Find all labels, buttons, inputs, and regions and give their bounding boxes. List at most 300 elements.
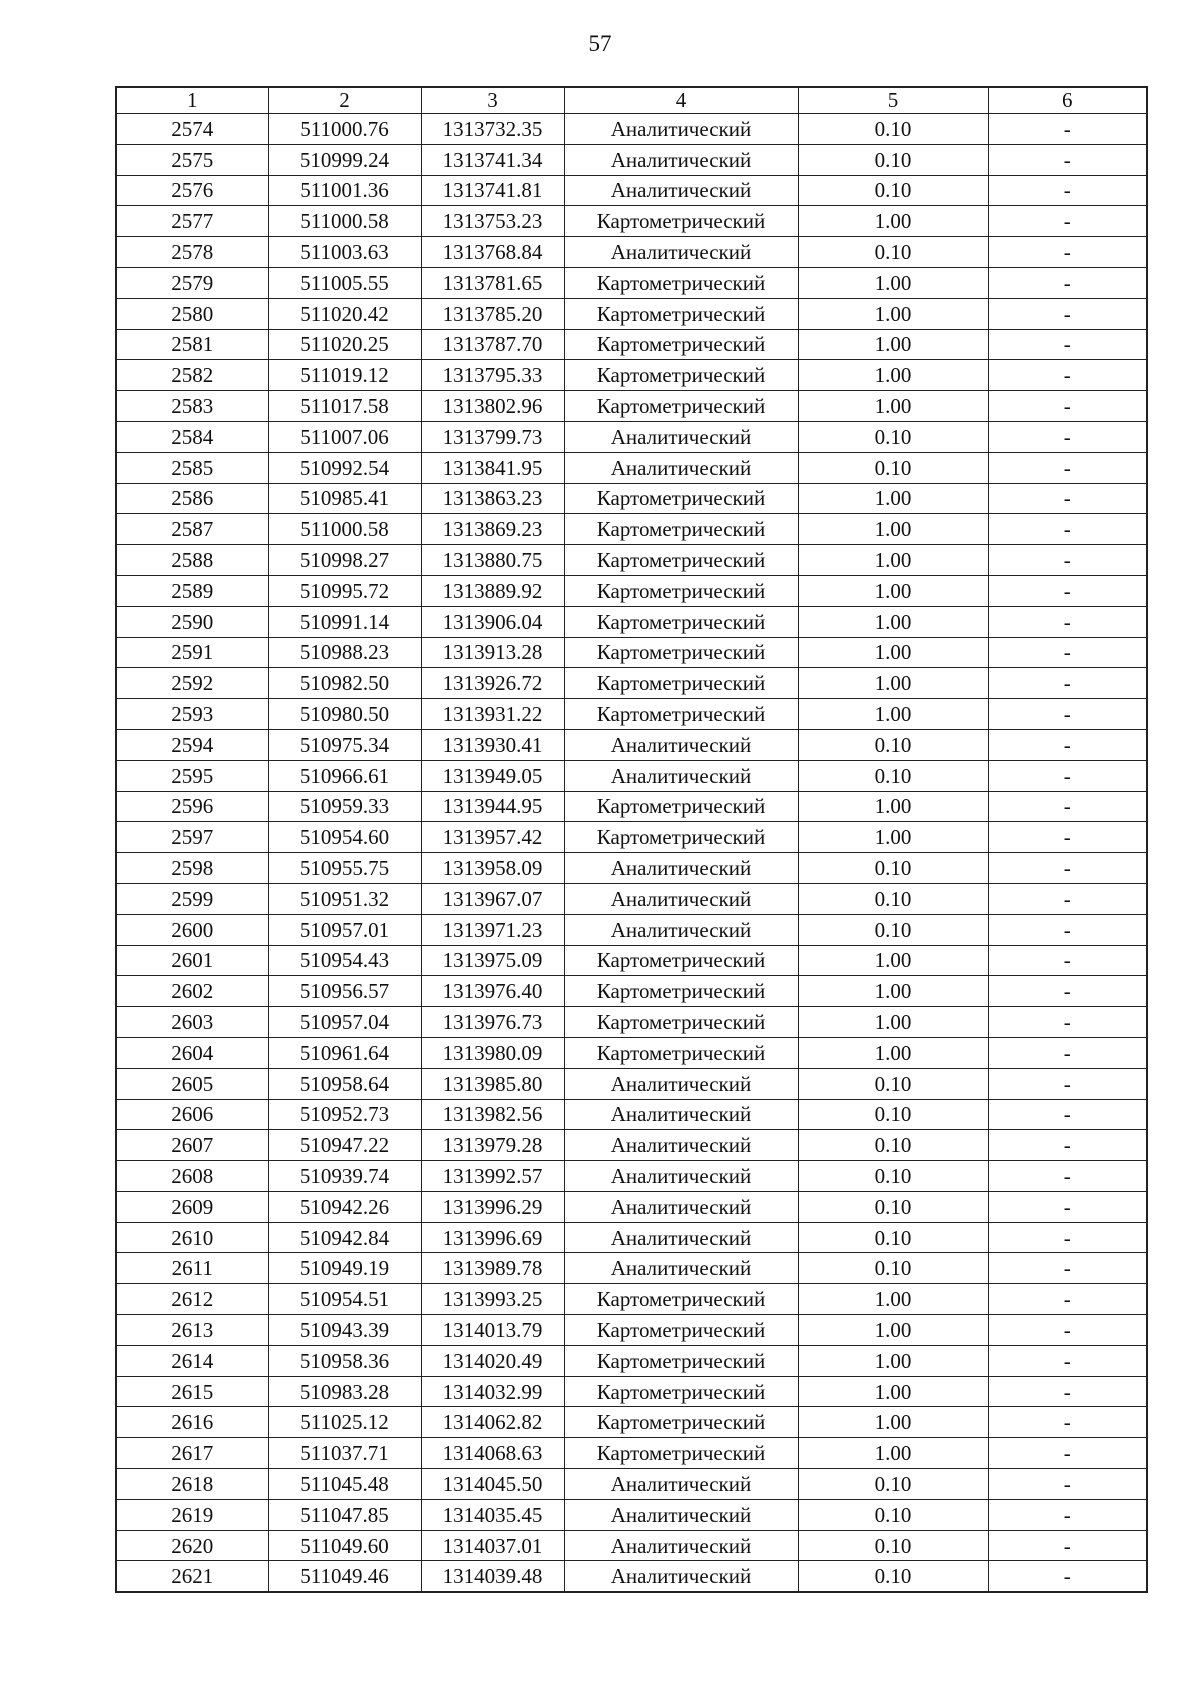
cell-method: Аналитический (564, 144, 798, 175)
cell-coord-y: 1313992.57 (421, 1161, 564, 1192)
table-header (116, 87, 1147, 114)
cell-method: Аналитический (564, 760, 798, 791)
table-row (116, 267, 1147, 298)
cell-accuracy: 0.10 (798, 1191, 988, 1222)
cell-note: - (988, 1530, 1147, 1561)
cell-note: - (988, 1253, 1147, 1284)
cell-note: - (988, 1469, 1147, 1500)
table-row (116, 883, 1147, 914)
cell-method: Картометрический (564, 483, 798, 514)
cell-note: - (988, 483, 1147, 514)
cell-method: Картометрический (564, 1376, 798, 1407)
cell-point-number: 2611 (116, 1253, 268, 1284)
cell-point-number: 2574 (116, 114, 268, 145)
cell-point-number: 2581 (116, 329, 268, 360)
cell-coord-y: 1313880.75 (421, 545, 564, 576)
table-row (116, 1037, 1147, 1068)
header-cell-4: 4 (564, 87, 798, 114)
cell-method: Аналитический (564, 1469, 798, 1500)
cell-coord-y: 1313741.81 (421, 175, 564, 206)
cell-coord-y: 1313957.42 (421, 822, 564, 853)
cell-point-number: 2605 (116, 1068, 268, 1099)
cell-accuracy: 0.10 (798, 1469, 988, 1500)
cell-method: Картометрический (564, 545, 798, 576)
table-row (116, 668, 1147, 699)
table-row (116, 1469, 1147, 1500)
cell-method: Аналитический (564, 1253, 798, 1284)
cell-note: - (988, 637, 1147, 668)
cell-point-number: 2576 (116, 175, 268, 206)
cell-coord-x: 510957.04 (268, 1007, 421, 1038)
cell-note: - (988, 329, 1147, 360)
cell-coord-x: 510999.24 (268, 144, 421, 175)
cell-method: Аналитический (564, 175, 798, 206)
table-row (116, 452, 1147, 483)
cell-coord-y: 1313753.23 (421, 206, 564, 237)
cell-coord-x: 511000.58 (268, 514, 421, 545)
cell-method: Аналитический (564, 1191, 798, 1222)
cell-coord-x: 510942.84 (268, 1222, 421, 1253)
cell-note: - (988, 514, 1147, 545)
cell-note: - (988, 976, 1147, 1007)
cell-accuracy: 0.10 (798, 729, 988, 760)
cell-coord-y: 1313781.65 (421, 267, 564, 298)
cell-method: Картометрический (564, 206, 798, 237)
cell-method: Аналитический (564, 1068, 798, 1099)
cell-coord-y: 1313976.73 (421, 1007, 564, 1038)
cell-coord-y: 1313732.35 (421, 114, 564, 145)
table-row (116, 1315, 1147, 1346)
cell-accuracy: 1.00 (798, 637, 988, 668)
cell-note: - (988, 606, 1147, 637)
cell-method: Аналитический (564, 237, 798, 268)
cell-accuracy: 0.10 (798, 853, 988, 884)
table-row (116, 514, 1147, 545)
cell-note: - (988, 1222, 1147, 1253)
cell-accuracy: 1.00 (798, 668, 988, 699)
cell-point-number: 2597 (116, 822, 268, 853)
cell-coord-x: 510983.28 (268, 1376, 421, 1407)
cell-coord-y: 1313768.84 (421, 237, 564, 268)
cell-method: Картометрический (564, 391, 798, 422)
cell-coord-x: 510947.22 (268, 1130, 421, 1161)
table-row (116, 822, 1147, 853)
cell-accuracy: 0.10 (798, 144, 988, 175)
cell-note: - (988, 1345, 1147, 1376)
cell-method: Аналитический (564, 883, 798, 914)
header-cell-3: 3 (421, 87, 564, 114)
cell-accuracy: 0.10 (798, 1161, 988, 1192)
cell-method: Картометрический (564, 822, 798, 853)
cell-point-number: 2584 (116, 421, 268, 452)
cell-coord-y: 1314020.49 (421, 1345, 564, 1376)
table-row (116, 1499, 1147, 1530)
cell-coord-x: 510982.50 (268, 668, 421, 699)
cell-note: - (988, 791, 1147, 822)
table-row (116, 1438, 1147, 1469)
table-row (116, 360, 1147, 391)
table-row (116, 1130, 1147, 1161)
cell-accuracy: 1.00 (798, 1407, 988, 1438)
cell-coord-y: 1313958.09 (421, 853, 564, 884)
cell-point-number: 2598 (116, 853, 268, 884)
cell-point-number: 2604 (116, 1037, 268, 1068)
cell-coord-x: 511003.63 (268, 237, 421, 268)
cell-coord-y: 1313787.70 (421, 329, 564, 360)
cell-point-number: 2587 (116, 514, 268, 545)
cell-coord-x: 511025.12 (268, 1407, 421, 1438)
cell-point-number: 2586 (116, 483, 268, 514)
table-row (116, 1530, 1147, 1561)
cell-coord-x: 511019.12 (268, 360, 421, 391)
cell-point-number: 2594 (116, 729, 268, 760)
cell-coord-x: 510980.50 (268, 699, 421, 730)
cell-point-number: 2585 (116, 452, 268, 483)
cell-coord-y: 1313802.96 (421, 391, 564, 422)
cell-note: - (988, 391, 1147, 422)
table-row (116, 206, 1147, 237)
cell-coord-x: 510954.51 (268, 1284, 421, 1315)
cell-coord-x: 510955.75 (268, 853, 421, 884)
table-row (116, 1284, 1147, 1315)
cell-accuracy: 0.10 (798, 1068, 988, 1099)
cell-note: - (988, 1161, 1147, 1192)
cell-coord-y: 1313795.33 (421, 360, 564, 391)
cell-note: - (988, 1315, 1147, 1346)
cell-coord-y: 1313785.20 (421, 298, 564, 329)
cell-coord-y: 1313913.28 (421, 637, 564, 668)
cell-accuracy: 0.10 (798, 1099, 988, 1130)
cell-point-number: 2582 (116, 360, 268, 391)
cell-method: Аналитический (564, 1561, 798, 1592)
table-row (116, 914, 1147, 945)
cell-coord-x: 511045.48 (268, 1469, 421, 1500)
cell-coord-x: 510952.73 (268, 1099, 421, 1130)
cell-point-number: 2603 (116, 1007, 268, 1038)
cell-note: - (988, 175, 1147, 206)
cell-point-number: 2620 (116, 1530, 268, 1561)
cell-point-number: 2595 (116, 760, 268, 791)
cell-method: Картометрический (564, 1438, 798, 1469)
cell-accuracy: 1.00 (798, 514, 988, 545)
table-row (116, 1222, 1147, 1253)
cell-accuracy: 0.10 (798, 1561, 988, 1592)
cell-coord-x: 511049.60 (268, 1530, 421, 1561)
cell-coord-y: 1313975.09 (421, 945, 564, 976)
table-row (116, 1253, 1147, 1284)
cell-accuracy: 1.00 (798, 1315, 988, 1346)
cell-method: Картометрический (564, 1407, 798, 1438)
table-row (116, 791, 1147, 822)
cell-note: - (988, 1068, 1147, 1099)
table-row (116, 699, 1147, 730)
cell-coord-x: 510995.72 (268, 575, 421, 606)
table-row (116, 729, 1147, 760)
cell-accuracy: 1.00 (798, 1376, 988, 1407)
cell-point-number: 2583 (116, 391, 268, 422)
table-row (116, 144, 1147, 175)
cell-method: Картометрический (564, 360, 798, 391)
cell-coord-y: 1313996.69 (421, 1222, 564, 1253)
cell-point-number: 2596 (116, 791, 268, 822)
cell-coord-y: 1313930.41 (421, 729, 564, 760)
cell-accuracy: 1.00 (798, 329, 988, 360)
cell-coord-x: 511000.76 (268, 114, 421, 145)
table-row (116, 1007, 1147, 1038)
cell-method: Аналитический (564, 853, 798, 884)
cell-coord-x: 511020.25 (268, 329, 421, 360)
table-body (116, 114, 1147, 1593)
cell-coord-x: 510966.61 (268, 760, 421, 791)
cell-coord-y: 1314068.63 (421, 1438, 564, 1469)
cell-method: Картометрический (564, 976, 798, 1007)
cell-coord-x: 510954.43 (268, 945, 421, 976)
cell-coord-x: 510988.23 (268, 637, 421, 668)
cell-accuracy: 0.10 (798, 1499, 988, 1530)
table-row (116, 575, 1147, 606)
cell-point-number: 2606 (116, 1099, 268, 1130)
cell-point-number: 2588 (116, 545, 268, 576)
cell-note: - (988, 144, 1147, 175)
cell-method: Картометрический (564, 298, 798, 329)
cell-accuracy: 1.00 (798, 1438, 988, 1469)
table-row (116, 114, 1147, 145)
cell-method: Аналитический (564, 1222, 798, 1253)
cell-coord-y: 1313944.95 (421, 791, 564, 822)
cell-coord-y: 1313926.72 (421, 668, 564, 699)
table-row (116, 391, 1147, 422)
table-row (116, 237, 1147, 268)
cell-note: - (988, 237, 1147, 268)
page-number: 57 (588, 31, 612, 56)
cell-accuracy: 1.00 (798, 545, 988, 576)
cell-note: - (988, 914, 1147, 945)
cell-method: Аналитический (564, 114, 798, 145)
cell-method: Картометрический (564, 945, 798, 976)
cell-point-number: 2609 (116, 1191, 268, 1222)
cell-method: Картометрический (564, 1345, 798, 1376)
cell-coord-x: 510991.14 (268, 606, 421, 637)
cell-point-number: 2599 (116, 883, 268, 914)
table-row (116, 1407, 1147, 1438)
coordinates-table (115, 86, 1148, 1593)
cell-point-number: 2617 (116, 1438, 268, 1469)
table-row (116, 637, 1147, 668)
cell-coord-y: 1313971.23 (421, 914, 564, 945)
cell-note: - (988, 1037, 1147, 1068)
cell-point-number: 2602 (116, 976, 268, 1007)
cell-coord-y: 1313982.56 (421, 1099, 564, 1130)
cell-note: - (988, 883, 1147, 914)
cell-method: Аналитический (564, 452, 798, 483)
table-row (116, 1191, 1147, 1222)
cell-method: Аналитический (564, 1130, 798, 1161)
cell-note: - (988, 206, 1147, 237)
cell-point-number: 2621 (116, 1561, 268, 1592)
cell-coord-x: 511020.42 (268, 298, 421, 329)
cell-method: Картометрический (564, 1284, 798, 1315)
cell-note: - (988, 1284, 1147, 1315)
cell-note: - (988, 545, 1147, 576)
cell-coord-x: 511017.58 (268, 391, 421, 422)
cell-coord-y: 1314062.82 (421, 1407, 564, 1438)
cell-note: - (988, 1191, 1147, 1222)
cell-accuracy: 0.10 (798, 114, 988, 145)
cell-accuracy: 1.00 (798, 206, 988, 237)
cell-method: Аналитический (564, 914, 798, 945)
cell-method: Картометрический (564, 514, 798, 545)
cell-accuracy: 0.10 (798, 914, 988, 945)
cell-coord-y: 1313976.40 (421, 976, 564, 1007)
table-row (116, 298, 1147, 329)
cell-coord-y: 1313741.34 (421, 144, 564, 175)
cell-coord-y: 1313985.80 (421, 1068, 564, 1099)
cell-point-number: 2575 (116, 144, 268, 175)
cell-point-number: 2608 (116, 1161, 268, 1192)
cell-note: - (988, 1376, 1147, 1407)
cell-coord-y: 1313841.95 (421, 452, 564, 483)
cell-note: - (988, 360, 1147, 391)
cell-note: - (988, 945, 1147, 976)
cell-coord-y: 1313869.23 (421, 514, 564, 545)
cell-point-number: 2577 (116, 206, 268, 237)
cell-point-number: 2616 (116, 1407, 268, 1438)
table-row (116, 329, 1147, 360)
cell-coord-y: 1313949.05 (421, 760, 564, 791)
header-row (116, 87, 1147, 114)
cell-method: Картометрический (564, 668, 798, 699)
cell-coord-x: 510956.57 (268, 976, 421, 1007)
cell-coord-x: 510985.41 (268, 483, 421, 514)
cell-accuracy: 0.10 (798, 237, 988, 268)
cell-method: Аналитический (564, 729, 798, 760)
cell-note: - (988, 853, 1147, 884)
cell-method: Картометрический (564, 575, 798, 606)
table-row (116, 175, 1147, 206)
cell-accuracy: 0.10 (798, 1530, 988, 1561)
table-row (116, 1099, 1147, 1130)
cell-accuracy: 0.10 (798, 1253, 988, 1284)
cell-coord-x: 510951.32 (268, 883, 421, 914)
cell-note: - (988, 699, 1147, 730)
cell-method: Аналитический (564, 1499, 798, 1530)
cell-accuracy: 0.10 (798, 760, 988, 791)
table-row (116, 853, 1147, 884)
cell-coord-y: 1314045.50 (421, 1469, 564, 1500)
cell-point-number: 2618 (116, 1469, 268, 1500)
cell-coord-x: 510939.74 (268, 1161, 421, 1192)
cell-coord-y: 1314013.79 (421, 1315, 564, 1346)
cell-method: Картометрический (564, 606, 798, 637)
cell-method: Аналитический (564, 1530, 798, 1561)
cell-note: - (988, 729, 1147, 760)
table-row (116, 1376, 1147, 1407)
cell-accuracy: 1.00 (798, 575, 988, 606)
cell-point-number: 2590 (116, 606, 268, 637)
cell-coord-x: 511047.85 (268, 1499, 421, 1530)
cell-coord-y: 1314035.45 (421, 1499, 564, 1530)
cell-accuracy: 1.00 (798, 791, 988, 822)
cell-method: Картометрический (564, 267, 798, 298)
cell-point-number: 2610 (116, 1222, 268, 1253)
cell-accuracy: 1.00 (798, 1345, 988, 1376)
cell-coord-y: 1314037.01 (421, 1530, 564, 1561)
cell-coord-y: 1313931.22 (421, 699, 564, 730)
cell-coord-y: 1313989.78 (421, 1253, 564, 1284)
cell-method: Картометрический (564, 329, 798, 360)
cell-coord-x: 510943.39 (268, 1315, 421, 1346)
table-row (116, 1161, 1147, 1192)
cell-coord-y: 1314032.99 (421, 1376, 564, 1407)
cell-point-number: 2612 (116, 1284, 268, 1315)
cell-coord-y: 1313993.25 (421, 1284, 564, 1315)
cell-point-number: 2614 (116, 1345, 268, 1376)
cell-coord-y: 1313906.04 (421, 606, 564, 637)
cell-accuracy: 0.10 (798, 452, 988, 483)
header-cell-5: 5 (798, 87, 988, 114)
cell-point-number: 2592 (116, 668, 268, 699)
cell-note: - (988, 1438, 1147, 1469)
cell-method: Картометрический (564, 791, 798, 822)
cell-coord-y: 1314039.48 (421, 1561, 564, 1592)
cell-coord-x: 511037.71 (268, 1438, 421, 1469)
cell-note: - (988, 1561, 1147, 1592)
cell-accuracy: 1.00 (798, 822, 988, 853)
cell-point-number: 2589 (116, 575, 268, 606)
cell-point-number: 2591 (116, 637, 268, 668)
cell-coord-y: 1313979.28 (421, 1130, 564, 1161)
cell-method: Картометрический (564, 637, 798, 668)
cell-method: Картометрический (564, 1007, 798, 1038)
cell-point-number: 2613 (116, 1315, 268, 1346)
cell-note: - (988, 298, 1147, 329)
cell-accuracy: 1.00 (798, 1007, 988, 1038)
cell-accuracy: 1.00 (798, 391, 988, 422)
cell-method: Аналитический (564, 1099, 798, 1130)
cell-point-number: 2601 (116, 945, 268, 976)
cell-method: Аналитический (564, 1161, 798, 1192)
cell-coord-y: 1313980.09 (421, 1037, 564, 1068)
cell-accuracy: 0.10 (798, 421, 988, 452)
cell-accuracy: 1.00 (798, 360, 988, 391)
table-row (116, 1561, 1147, 1592)
cell-accuracy: 1.00 (798, 483, 988, 514)
cell-accuracy: 1.00 (798, 606, 988, 637)
cell-coord-y: 1313889.92 (421, 575, 564, 606)
cell-method: Картометрический (564, 1315, 798, 1346)
cell-point-number: 2579 (116, 267, 268, 298)
cell-accuracy: 1.00 (798, 945, 988, 976)
header-cell-1: 1 (116, 87, 268, 114)
cell-method: Картометрический (564, 1037, 798, 1068)
cell-point-number: 2578 (116, 237, 268, 268)
cell-coord-y: 1313863.23 (421, 483, 564, 514)
cell-coord-x: 510975.34 (268, 729, 421, 760)
cell-accuracy: 1.00 (798, 1037, 988, 1068)
table-row (116, 760, 1147, 791)
cell-method: Картометрический (564, 699, 798, 730)
cell-accuracy: 0.10 (798, 1130, 988, 1161)
cell-coord-x: 511049.46 (268, 1561, 421, 1592)
cell-note: - (988, 452, 1147, 483)
cell-note: - (988, 668, 1147, 699)
cell-note: - (988, 1007, 1147, 1038)
cell-point-number: 2600 (116, 914, 268, 945)
cell-note: - (988, 760, 1147, 791)
cell-coord-x: 510992.54 (268, 452, 421, 483)
cell-point-number: 2615 (116, 1376, 268, 1407)
table-row (116, 421, 1147, 452)
